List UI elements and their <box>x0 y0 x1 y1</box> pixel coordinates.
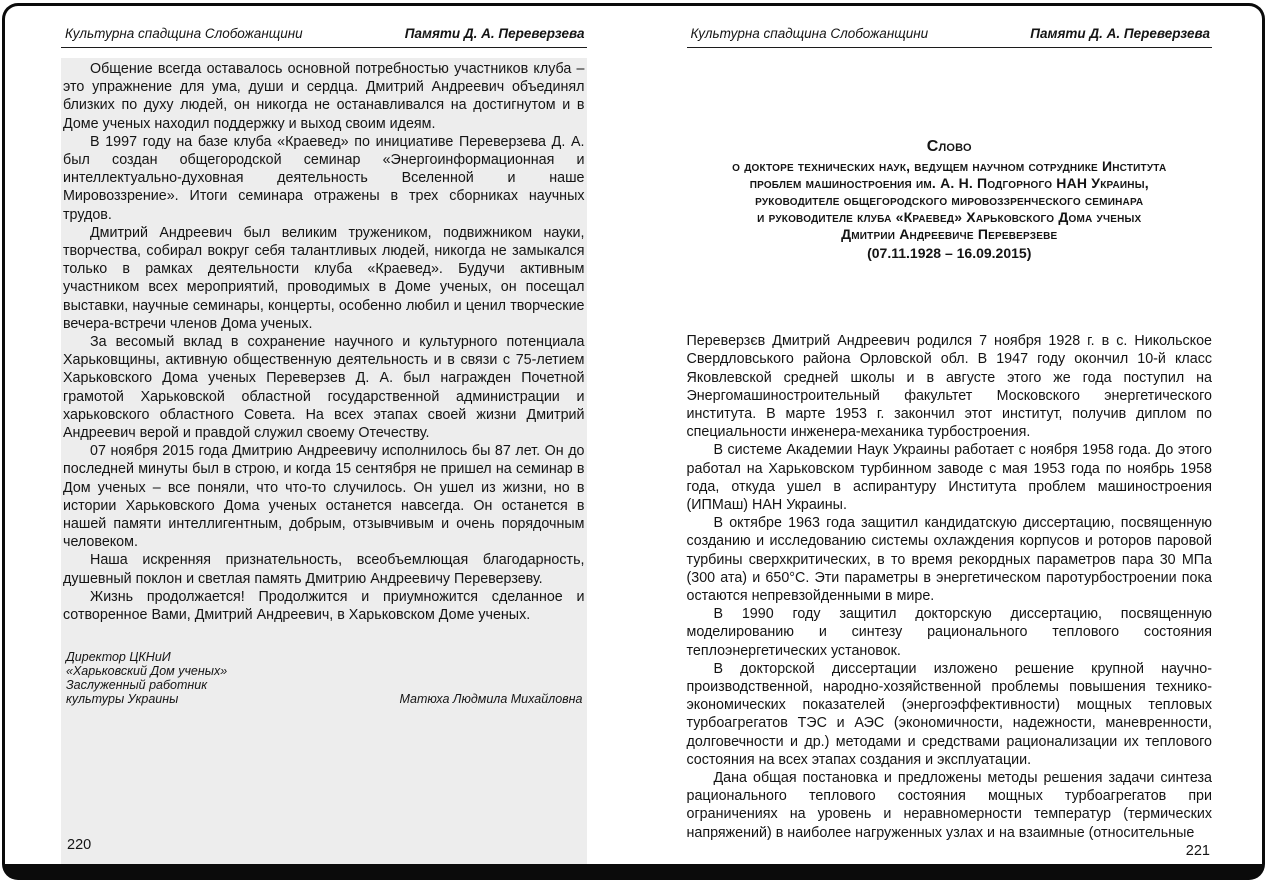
paragraph: Переверзєв Дмитрий Андреевич родился 7 ноября 1928 г. в с. Никольское Свердловського района Орловской обл. В 1947 году окончил 10-й класс Яковлевской средней школы и в августе этого же года поступил на Энергомашиностроительный факультет Московского энергетического института. В марте 1953 г. закончил этот институт, получив диплом по специальности инженера-механика турбостроения. <box>686 333 1212 441</box>
running-head-chapter-title: Памяти Д. А. Переверзева <box>1030 26 1210 41</box>
article-title-line: и руководителе клуба «Краевед» Харьковского Дома ученых <box>757 209 1142 225</box>
signature-titles <box>66 650 227 706</box>
paragraph: 07 ноября 2015 года Дмитрию Андреевичу исполнилось бы 87 лет. Он до последней минуты был в строю, и когда 15 сентября не пришел на семинар в Дом ученых – все поняли, что что-то случилось. Он ушел из жизни, но в истории Харьковского Дома ученых останется навсегда. Он останется в нашей памяти интеллигентным, добрым, отзывчивым и очень порядочным человеком. <box>63 443 585 551</box>
scan-frame <box>2 3 1265 880</box>
paragraph: В 1997 году на базе клуба «Краевед» по инициативе Переверзева Д. А. был создан общегородской семинар «Энергоинформационная и интеллектуально-духовная деятельность Вселенной и наше Мировоззрение». Итоги семинара отражены в трех сборниках научных трудов. <box>63 133 585 223</box>
running-head-left-page <box>61 22 587 48</box>
paragraph: В докторской диссертации изложено решение крупной научно-производственной, народно-хозяйственной проблемы повышения технико-экономических показателей (энергоэффективности) мощных тепловых турбоагрегатов ТЭС и АЭС (экономичности, надежности, маневренности, долговечности и др.) методами и средствами рационализации их теплового состояния на всех этапах создания и эксплуатации. <box>686 660 1212 768</box>
page-right <box>687 22 1213 864</box>
paragraph: В системе Академии Наук Украины работает с ноября 1958 года. До этого работал на Харьковском турбинном заводе с мая 1953 года по ноябрь 1958 года, откуда ушел в аспирантуру Института проблем машиностроения (ИПМаш) НАН Украины. <box>686 442 1212 514</box>
article-title-line: руководителе общегородского мировоззренческого семинара <box>755 192 1144 208</box>
running-head-series-title: Культурна спадщина Слобожанщини <box>65 26 303 41</box>
paragraph: В октябре 1963 года защитил кандидатскую диссертацию, посвященную созданию и исследованию системы охлаждения корпусов и роторов паровой турбины сверхкритических, в то время рекордных параметров пара 30 МПа (300 ата) и 650°С. Эти параметры в энергетическом паротурбостроении пока остаются непревзойденными в мире. <box>686 515 1212 605</box>
paragraph: В 1990 году защитил докторскую диссертацию, посвященную моделированию и синтезу рационального теплового состояния теплоэнергетических установок. <box>686 606 1212 659</box>
paragraph: Дмитрий Андреевич был великим тружеником, подвижником науки, творчества, собирал вокруг себя талантливых людей, никогда не замыкался только в рамках деятельности клуба «Краевед». Будучи активным участником всех мероприятий, проводимых в Доме ученых, он посещал выставки, научные семинары, концерты, особенно любил и ценил творческие вечера-встречи членов Дома ученых. <box>63 224 585 332</box>
article-title-line: проблем машиностроения им. А. Н. Подгорного НАН Украины, <box>749 175 1149 191</box>
signature-line: культуры Украины <box>66 692 179 707</box>
article-title-line: о докторе технических наук, ведущем научном сотруднике Института <box>732 158 1167 174</box>
page-left <box>61 22 587 864</box>
signature-line: Директор ЦКНиИ <box>66 650 171 665</box>
paragraph: Дана общая постановка и предложены методы решения задачи синтеза рационального теплового состояния мощных турбоагрегатов при ограничениях на уровень и неравномерности температур (термических напряжений) в наиболее нагруженных узлах и на взаимные (относительные <box>686 770 1212 841</box>
signature-name: Матюха Людмила Михайловна <box>399 692 583 707</box>
running-head-chapter-title: Памяти Д. А. Переверзева <box>404 26 585 41</box>
signature-line: «Харьковский Дом ученых» <box>66 664 228 679</box>
article-title-line: Дмитрии Андреевиче Переверзеве <box>841 226 1058 242</box>
article-title-line: Слово <box>926 138 972 155</box>
page-number-right: 221 <box>1185 842 1210 859</box>
signature-block <box>63 650 585 706</box>
two-page-spread <box>5 6 1262 864</box>
paragraph: За весомый вклад в сохранение научного и культурного потенциала Харьковщины, активную общественную деятельность и в связи с 75-летием Харьковского Дома ученых Переверзев Д. А. был награжден Почетной грамотой Харьковской областной государственной администрации и харьковского областного Совета. На всех этапах своей жизни Дмитрий Андреевич верой и правдой служил своему Отечеству. <box>63 334 585 442</box>
running-head-right-page <box>687 22 1213 48</box>
paragraph: Наша искренняя признательность, всеобъемлющая благодарность, душевный поклон и светлая память Дмитрию Андреевичу Переверзеву. <box>63 552 585 587</box>
left-page-text-block <box>61 58 587 864</box>
article-title-dates: (07.11.1928 – 16.09.2015) <box>867 245 1032 261</box>
paragraph: Жизнь продолжается! Продолжится и приумножится сделанное и сотворенное Вами, Дмитрий Андреевич, в Харьковском Доме ученых. <box>63 588 585 624</box>
right-page-text-block <box>687 58 1213 864</box>
running-head-series-title: Культурна спадщина Слобожанщини <box>690 26 929 41</box>
signature-line: Заслуженный работник <box>66 678 208 693</box>
paragraph: Общение всегда оставалось основной потребностью участников клуба – это упражнение для ума, души и сердца. Дмитрий Андреевич объединял близких по духу людей, он никогда не останавливался на достигнутом и в Доме ученых находил поддержку и выход своим идеям. <box>63 61 585 132</box>
article-title <box>687 138 1213 262</box>
page-number-left: 220 <box>67 836 92 853</box>
